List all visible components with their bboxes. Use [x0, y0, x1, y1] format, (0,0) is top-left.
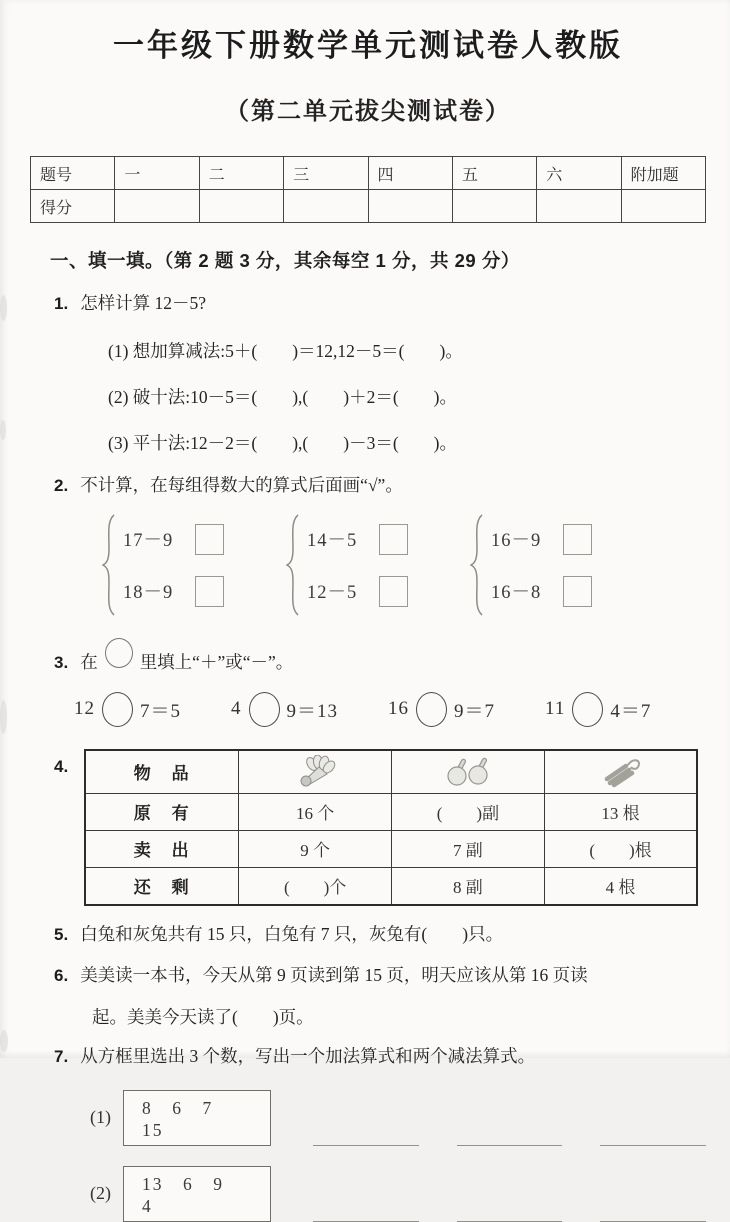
score-table-empty-cell	[284, 190, 368, 223]
scan-smudge	[0, 700, 7, 734]
item-label: (1)	[90, 1107, 111, 1128]
expression: 16－8	[491, 583, 542, 604]
score-table-cell: 附加题	[621, 157, 705, 190]
comparison-group	[470, 514, 592, 616]
question-5-number: 5.	[54, 924, 69, 944]
section-one-heading: 一、填一填。（第 2 题 3 分，其余每空 1 分，共 29 分）	[50, 250, 520, 271]
operator-circle-icon	[416, 692, 447, 727]
equation-right: 9＝13	[286, 700, 339, 722]
operator-circle-icon	[249, 692, 280, 727]
score-table	[30, 156, 706, 223]
expression-row	[123, 524, 224, 555]
equation	[388, 692, 495, 727]
expression-row	[307, 576, 408, 607]
score-table-cell: 六	[537, 157, 621, 190]
number-choices-box: 13 6 9 4	[123, 1166, 271, 1222]
question-1-part-2: (2) 破十法:10－5＝( ),( )＋2＝( )。	[108, 386, 457, 407]
item-cell	[239, 750, 392, 794]
brace-icon	[470, 514, 484, 616]
page-title: 一年级下册数学单元测试卷人教版	[113, 28, 623, 63]
item-cell: ( )根	[544, 830, 697, 867]
scan-smudge	[0, 420, 6, 440]
equation	[74, 692, 181, 727]
question-3-equations	[74, 692, 706, 727]
score-table-empty-cell	[199, 190, 283, 223]
check-box	[379, 524, 408, 555]
equation-right: 9＝7	[454, 700, 496, 722]
score-table-header-row	[31, 157, 706, 190]
score-table-cell: 题号	[31, 157, 115, 190]
brace-icon	[102, 514, 116, 616]
question-6-line1: 美美读一本书，今天从第 9 页读到第 15 页，明天应该从第 16 页读	[80, 964, 588, 985]
expression: 12－5	[307, 583, 358, 604]
expression: 18－9	[123, 583, 174, 604]
row-label: 还 剩	[85, 867, 239, 905]
question-1-part-1: (1) 想加算减法:5＋( )＝12,12－5＝( )。	[108, 340, 463, 361]
question-4	[30, 749, 706, 906]
question-6	[30, 963, 706, 989]
table-tennis-paddles-icon	[444, 756, 492, 788]
score-table-cell: 二	[199, 157, 283, 190]
question-1-text: 怎样计算 12－5?	[80, 293, 207, 313]
expression-row	[123, 576, 224, 607]
scan-smudge	[0, 1030, 8, 1052]
question-7-text: 从方框里选出 3 个数，写出一个加法算式和两个减法算式。	[80, 1046, 536, 1067]
item-cell: 7 副	[392, 830, 545, 867]
score-table-cell: 一	[115, 157, 199, 190]
page-subtitle: （第二单元拔尖测试卷）	[225, 99, 511, 125]
question-7-number: 7.	[54, 1047, 69, 1067]
question-3	[30, 638, 706, 676]
expression: 14－5	[307, 531, 358, 552]
score-table-cell: 得分	[31, 190, 115, 223]
answer-blank-line	[313, 1203, 419, 1222]
item-cell: ( )个	[239, 867, 392, 905]
answer-blank-line	[457, 1127, 563, 1146]
answer-blank-line	[600, 1127, 706, 1146]
expression-row	[491, 524, 592, 555]
expression-row	[307, 524, 408, 555]
brace-icon	[286, 514, 300, 616]
score-table-cell: 五	[452, 157, 536, 190]
question-3-number: 3.	[54, 653, 69, 673]
item-cell	[392, 750, 545, 794]
item-cell: 4 根	[544, 867, 697, 905]
question-1-part-3: (3) 平十法:12－2＝( ),( )－3＝( )。	[108, 432, 457, 453]
equation-right: 4＝7	[610, 700, 652, 722]
row-label: 物 品	[85, 750, 239, 794]
item-cell: 16 个	[239, 793, 392, 830]
expression: 17－9	[123, 531, 174, 552]
row-label: 原 有	[85, 793, 239, 830]
question-1-number: 1.	[54, 294, 69, 313]
question-2-groups	[102, 514, 706, 616]
badminton-shuttlecocks-icon	[292, 755, 338, 789]
score-table-empty-cell	[621, 190, 705, 223]
question-3-text-after: 里填上“＋”或“－”。	[139, 652, 294, 673]
comparison-group	[286, 514, 408, 616]
question-5	[30, 922, 706, 948]
question-1	[30, 291, 706, 317]
question-7	[30, 1044, 706, 1070]
item-cell: ( )副	[392, 793, 545, 830]
items-table-row	[85, 830, 697, 867]
question-7-item	[90, 1166, 706, 1222]
items-table-header-row	[85, 750, 697, 794]
equation-left: 16	[388, 698, 410, 720]
items-table-row	[85, 867, 697, 905]
question-7-item	[90, 1090, 706, 1146]
score-table-score-row	[31, 190, 706, 223]
operator-circle-icon	[572, 692, 603, 727]
number-choices-box: 8 6 7 15	[123, 1090, 271, 1146]
answer-blank-line	[600, 1203, 706, 1222]
question-3-text-before: 在	[80, 652, 98, 673]
items-table-row	[85, 793, 697, 830]
equation-left: 4	[231, 698, 242, 720]
items-table	[84, 749, 698, 906]
answer-blank-line	[313, 1127, 419, 1146]
check-box	[379, 576, 408, 607]
equation	[545, 692, 651, 727]
equation-right: 7＝5	[140, 700, 182, 722]
score-table-cell: 四	[368, 157, 452, 190]
score-table-cell: 三	[284, 157, 368, 190]
item-cell: 13 根	[544, 793, 697, 830]
item-cell	[544, 750, 697, 794]
check-box	[563, 576, 592, 607]
score-table-empty-cell	[537, 190, 621, 223]
score-table-empty-cell	[452, 190, 536, 223]
scan-smudge	[0, 295, 7, 321]
question-4-number: 4.	[54, 756, 69, 776]
score-table-empty-cell	[115, 190, 199, 223]
check-box	[563, 524, 592, 555]
comparison-group	[102, 514, 224, 616]
question-2-number: 2.	[54, 475, 69, 495]
equation-left: 11	[545, 698, 566, 720]
check-box	[195, 576, 224, 607]
row-label: 卖 出	[85, 830, 239, 867]
question-6-number: 6.	[54, 965, 69, 985]
operator-circle-icon	[102, 692, 133, 727]
equation	[231, 692, 338, 727]
blank-circle-icon	[105, 638, 133, 668]
question-2-text: 不计算，在每组得数大的算式后面画“√”。	[80, 474, 403, 495]
expression: 16－9	[491, 531, 542, 552]
jump-rope-icon	[597, 756, 645, 788]
item-cell: 8 副	[392, 867, 545, 905]
item-cell: 9 个	[239, 830, 392, 867]
check-box	[195, 524, 224, 555]
equation-left: 12	[74, 698, 95, 720]
answer-blank-line	[457, 1203, 563, 1222]
item-label: (2)	[90, 1183, 111, 1204]
question-2	[30, 473, 706, 499]
question-6-line2: 起。美美今天读了( )页。	[92, 1007, 314, 1028]
question-5-text: 白兔和灰兔共有 15 只，白兔有 7 只，灰兔有( )只。	[80, 923, 504, 944]
score-table-empty-cell	[368, 190, 452, 223]
expression-row	[491, 576, 592, 607]
